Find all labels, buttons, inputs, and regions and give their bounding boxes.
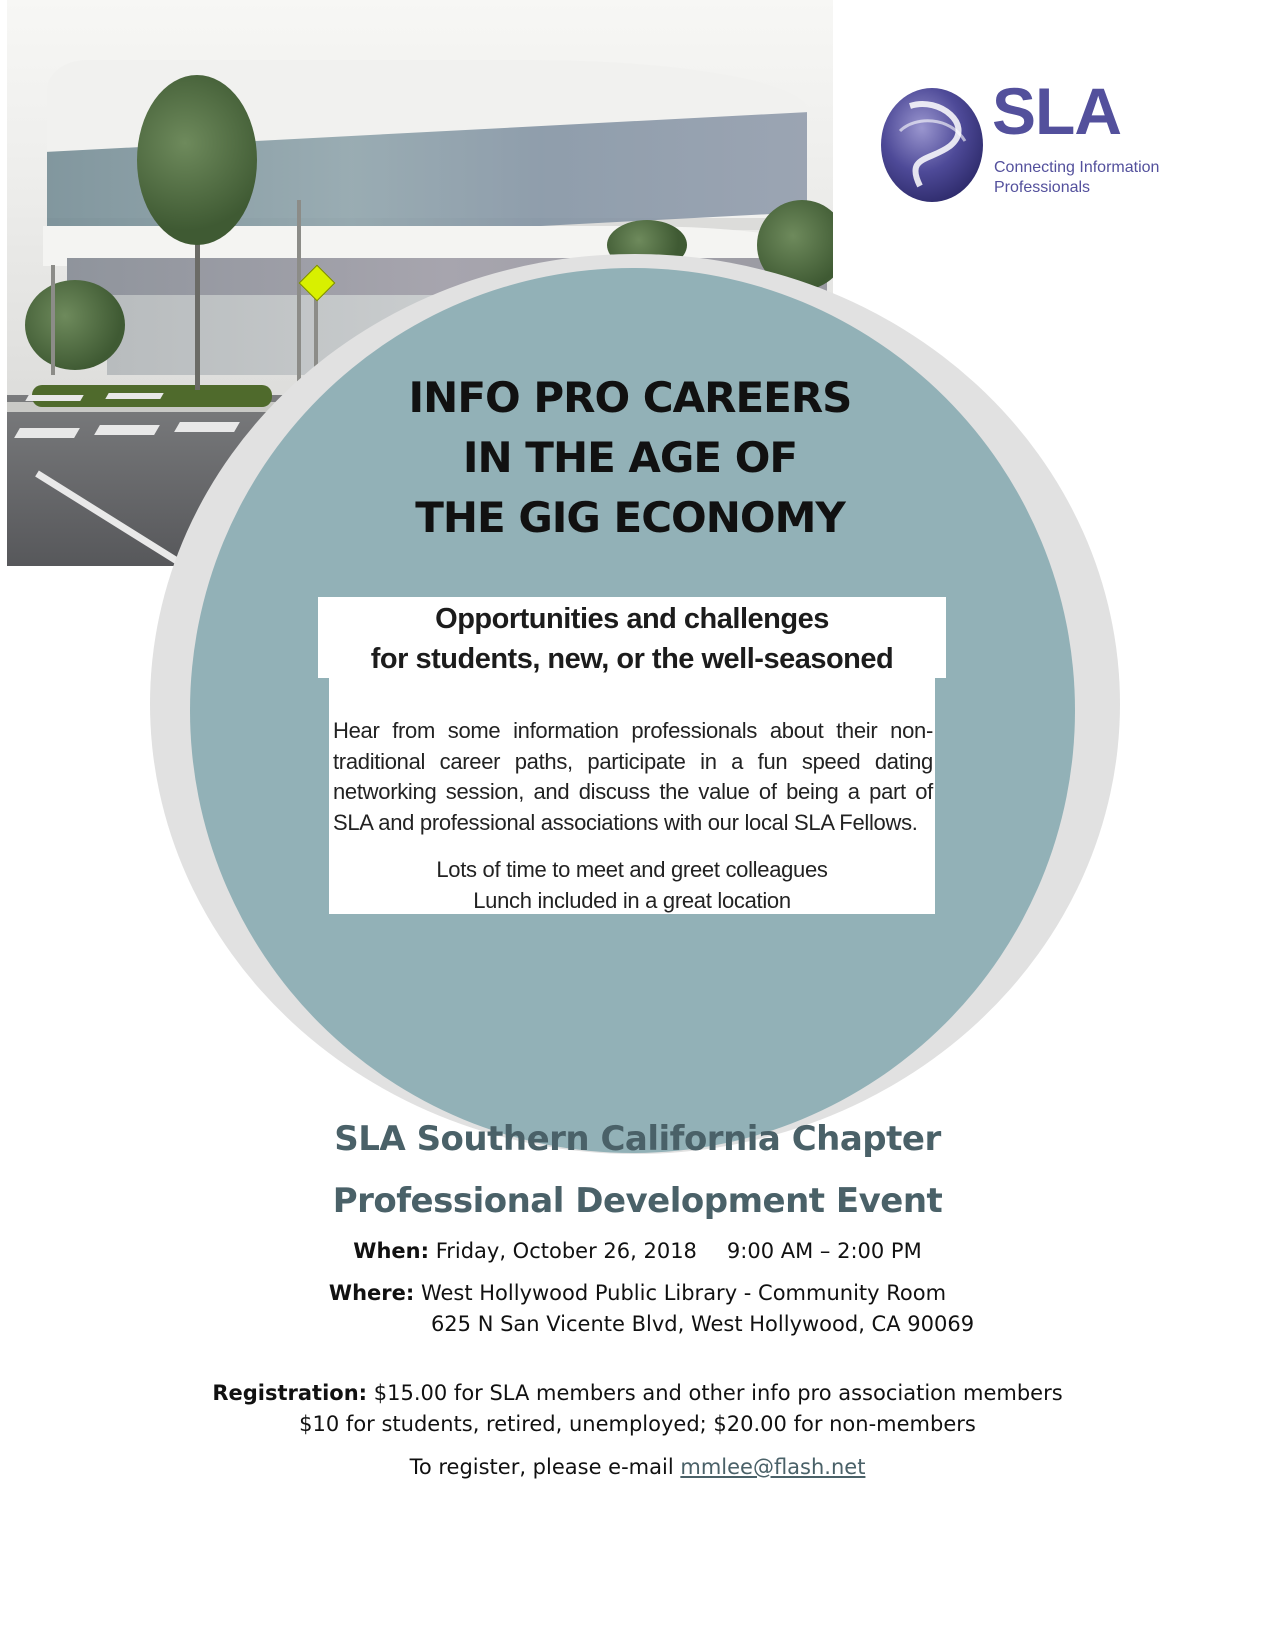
where-label: Where:	[328, 1281, 415, 1305]
register-email-link[interactable]: mmlee@flash.net	[680, 1455, 866, 1479]
subtitle-panel	[318, 597, 946, 678]
event-when	[0, 1236, 1275, 1267]
event-date: Friday, October 26, 2018	[435, 1239, 697, 1263]
description-highlights	[329, 854, 935, 916]
when-label: When:	[353, 1239, 429, 1263]
logo-tagline-line2: Professionals	[994, 179, 1091, 196]
registration-line2: $10 for students, retired, unemployed; $20.00 for non-members	[299, 1412, 976, 1436]
event-title	[0, 1108, 1275, 1232]
event-where	[0, 1278, 1275, 1340]
registration-label: Registration:	[212, 1381, 368, 1405]
subtitle-line1: Opportunities and challenges	[435, 603, 829, 635]
highlight-lunch: Lunch included in a great location	[473, 888, 791, 913]
headline	[380, 368, 880, 548]
event-time: 9:00 AM – 2:00 PM	[726, 1239, 922, 1263]
headline-line2: IN THE AGE OF	[462, 433, 798, 482]
description-panel	[329, 678, 935, 914]
description-body: Hear from some information professionals about their non-traditional career paths, participate in a fun speed dating networking session, and discuss the value of being a part of SLA and professional associations with our local SLA Fellows.	[333, 718, 933, 835]
sla-orb-icon	[880, 86, 985, 204]
headline-line1: INFO PRO CAREERS	[408, 373, 852, 422]
chapter-name: SLA Southern California Chapter	[334, 1119, 941, 1159]
sla-logo	[880, 74, 1180, 206]
event-address: 625 N San Vicente Blvd, West Hollywood, CA 90069	[430, 1312, 975, 1336]
logo-tagline-line1: Connecting Information	[994, 159, 1160, 176]
event-type: Professional Development Event	[332, 1181, 943, 1221]
logo-tagline	[994, 158, 1159, 198]
subtitle-line2: for students, new, or the well-seasoned	[370, 643, 894, 675]
event-venue: West Hollywood Public Library - Community Room	[420, 1281, 947, 1305]
register-prompt: To register, please e-mail	[409, 1455, 674, 1479]
register-contact	[0, 1452, 1275, 1483]
headline-line3: THE GIG ECONOMY	[415, 493, 845, 542]
event-registration	[0, 1378, 1275, 1440]
logo-wordmark: SLA	[992, 74, 1121, 148]
highlight-meet: Lots of time to meet and greet colleagues	[436, 857, 828, 882]
registration-line1: $15.00 for SLA members and other info pro association members	[373, 1381, 1063, 1405]
